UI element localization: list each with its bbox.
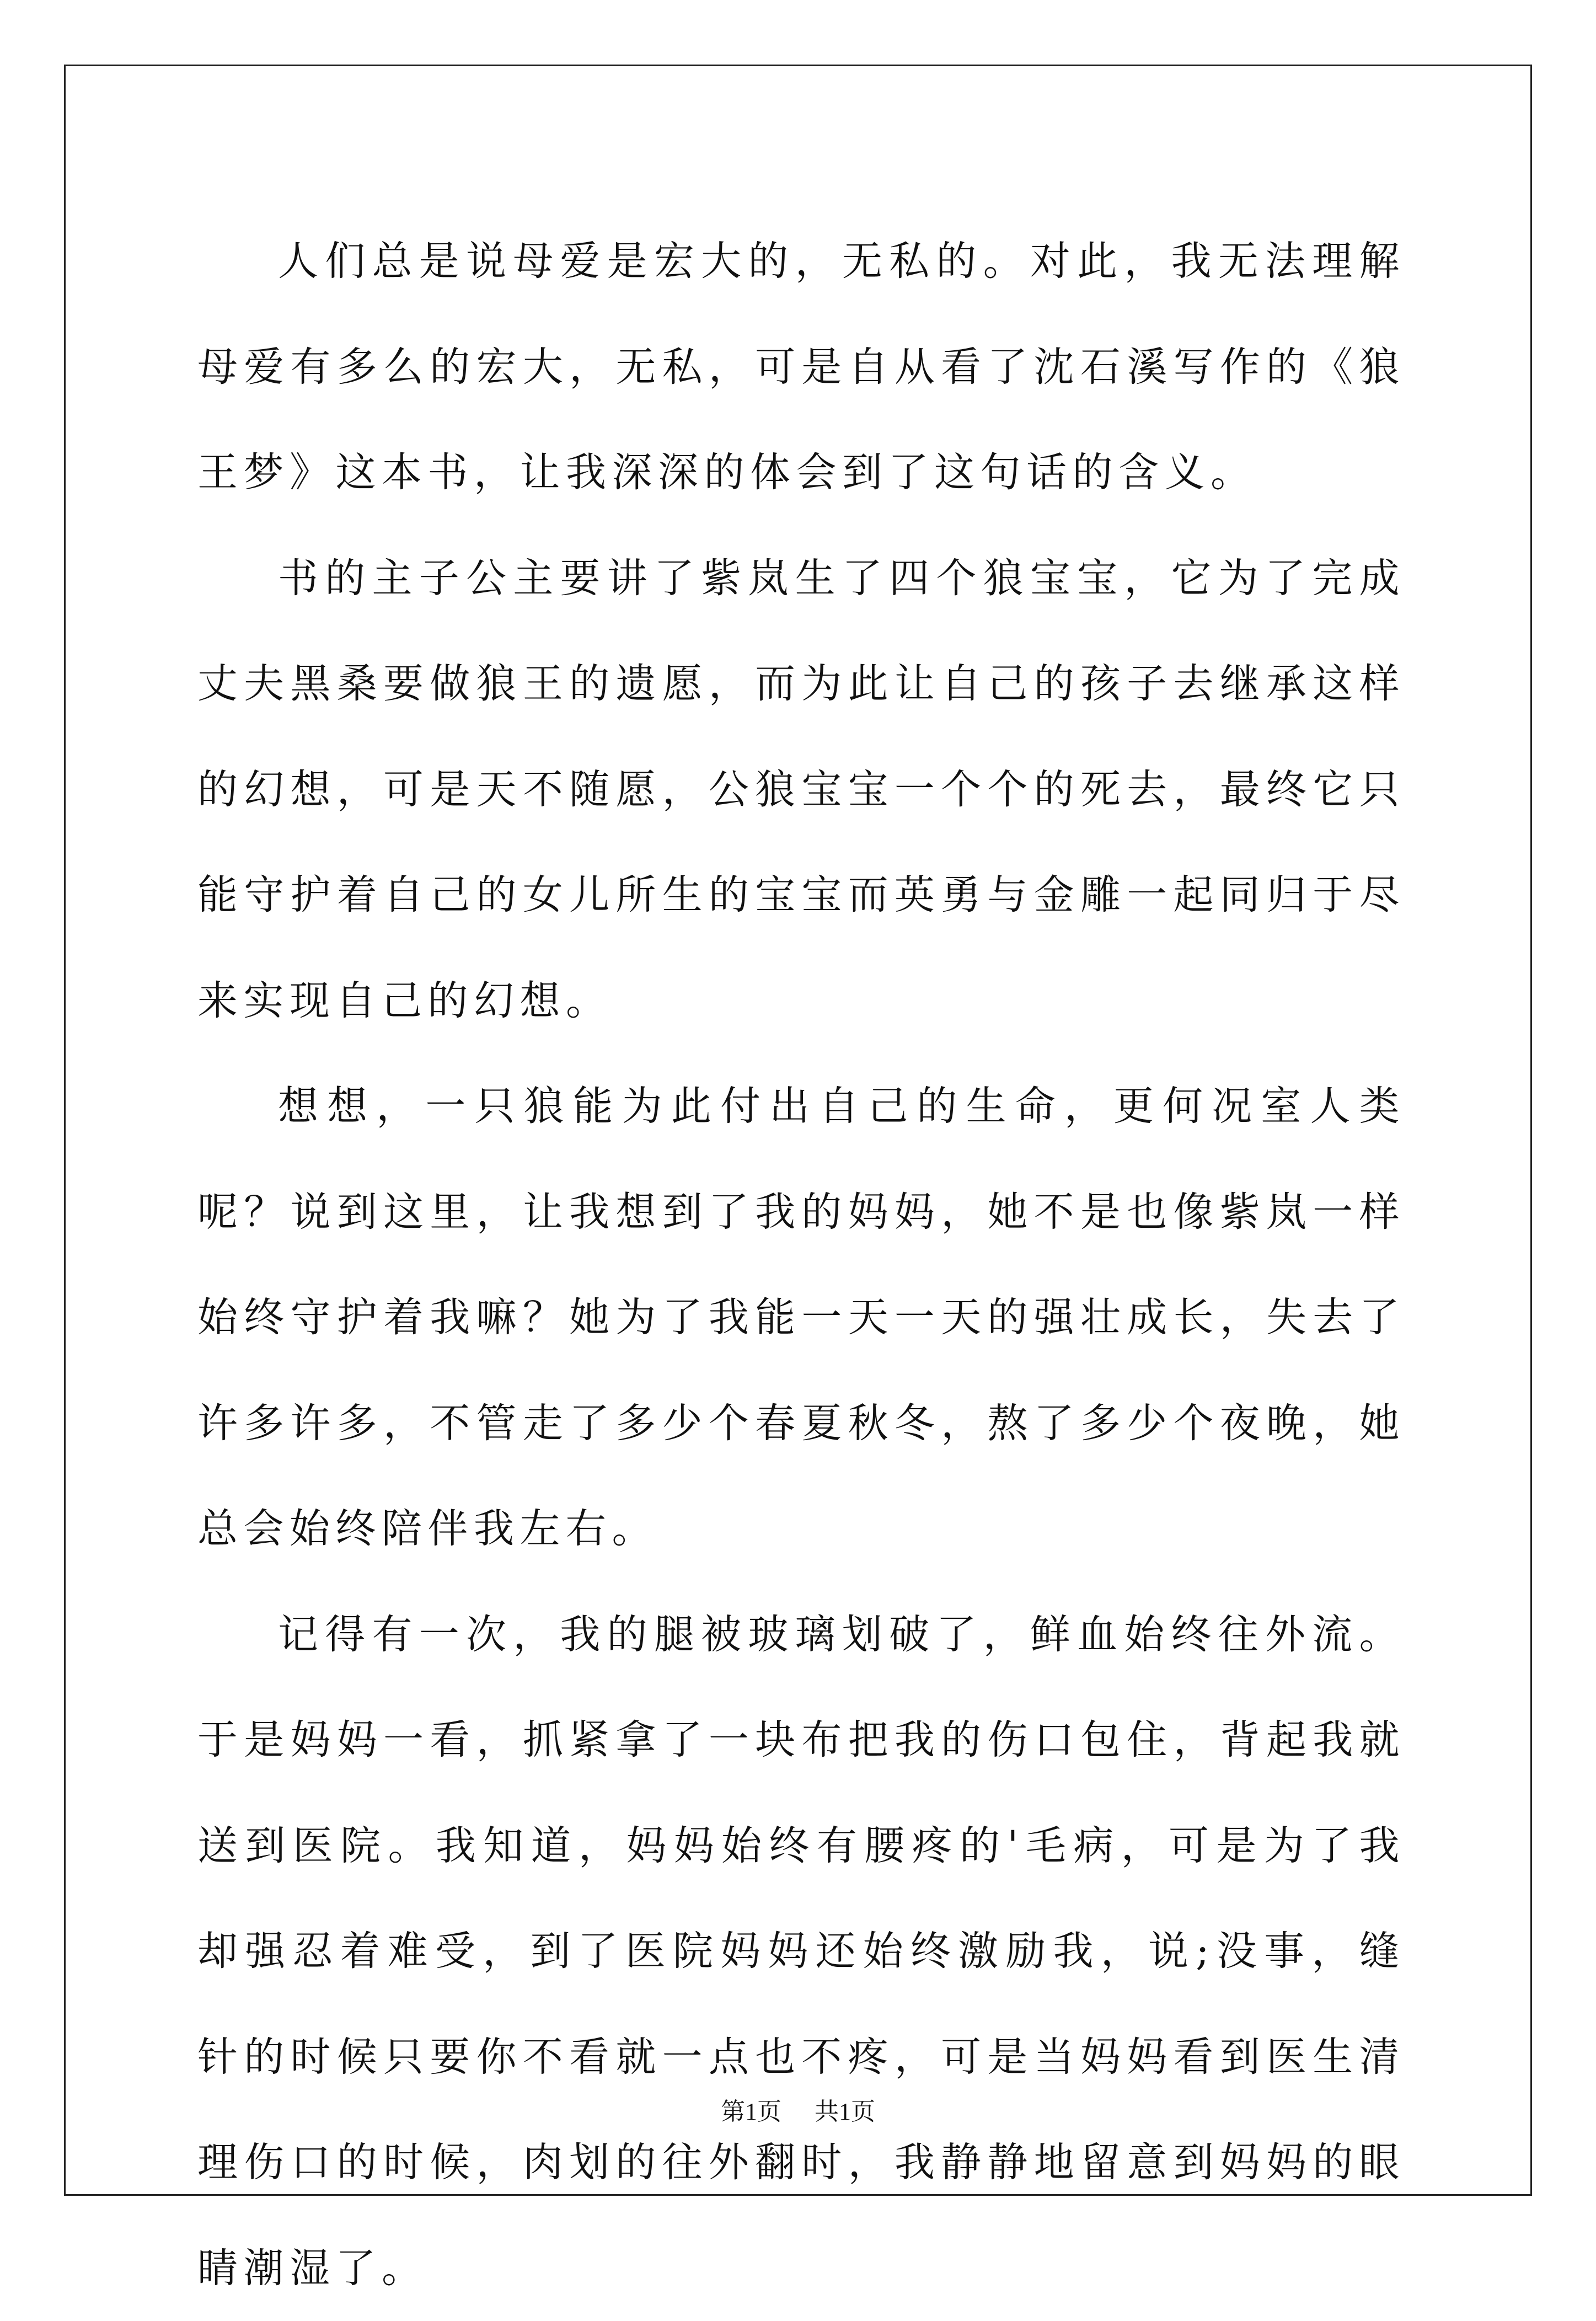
page-number-current: 第1页 bbox=[721, 2092, 781, 2127]
page-footer bbox=[0, 2092, 1596, 2127]
paragraph-4: 记得有一次，我的腿被玻璃划破了，鲜血始终往外流。于是妈妈一看，抓紧拿了一块布把我的伤口包住，背起我就送到医院。我知道，妈妈始终有腰疼的'毛病，可是为了我却强忍着难受，到了医院妈妈还始终激励我，说;没事，缝针的时候只要你不看就一点也不疼，可是当妈妈看到医生清理伤口的时候，肉划的往外翻时，我静静地留意到妈妈的眼睛潮湿了。 bbox=[197, 1582, 1405, 2321]
paragraph-2: 书的主子公主要讲了紫岚生了四个狼宝宝，它为了完成丈夫黑桑要做狼王的遗愿，而为此让自己的孩子去继承这样的幻想，可是天不随愿，公狼宝宝一个个的死去，最终它只能守护着自己的女儿所生的宝宝而英勇与金雕一起同归于尽来实现自己的幻想。 bbox=[197, 526, 1405, 1054]
paragraph-3: 想想，一只狼能为此付出自己的生命，更何况室人类呢？说到这里，让我想到了我的妈妈，她不是也像紫岚一样始终守护着我嘛？她为了我能一天一天的强壮成长，失去了许多许多，不管走了多少个春夏秋冬，熬了多少个夜晚，她总会始终陪伴我左右。 bbox=[197, 1053, 1405, 1582]
paragraph-1: 人们总是说母爱是宏大的，无私的。对此，我无法理解母爱有多么的宏大，无私，可是自从看了沈石溪写作的《狼王梦》这本书，让我深深的体会到了这句话的含义。 bbox=[197, 208, 1405, 526]
page-number-total: 共1页 bbox=[815, 2092, 875, 2127]
essay-body bbox=[197, 208, 1405, 2321]
